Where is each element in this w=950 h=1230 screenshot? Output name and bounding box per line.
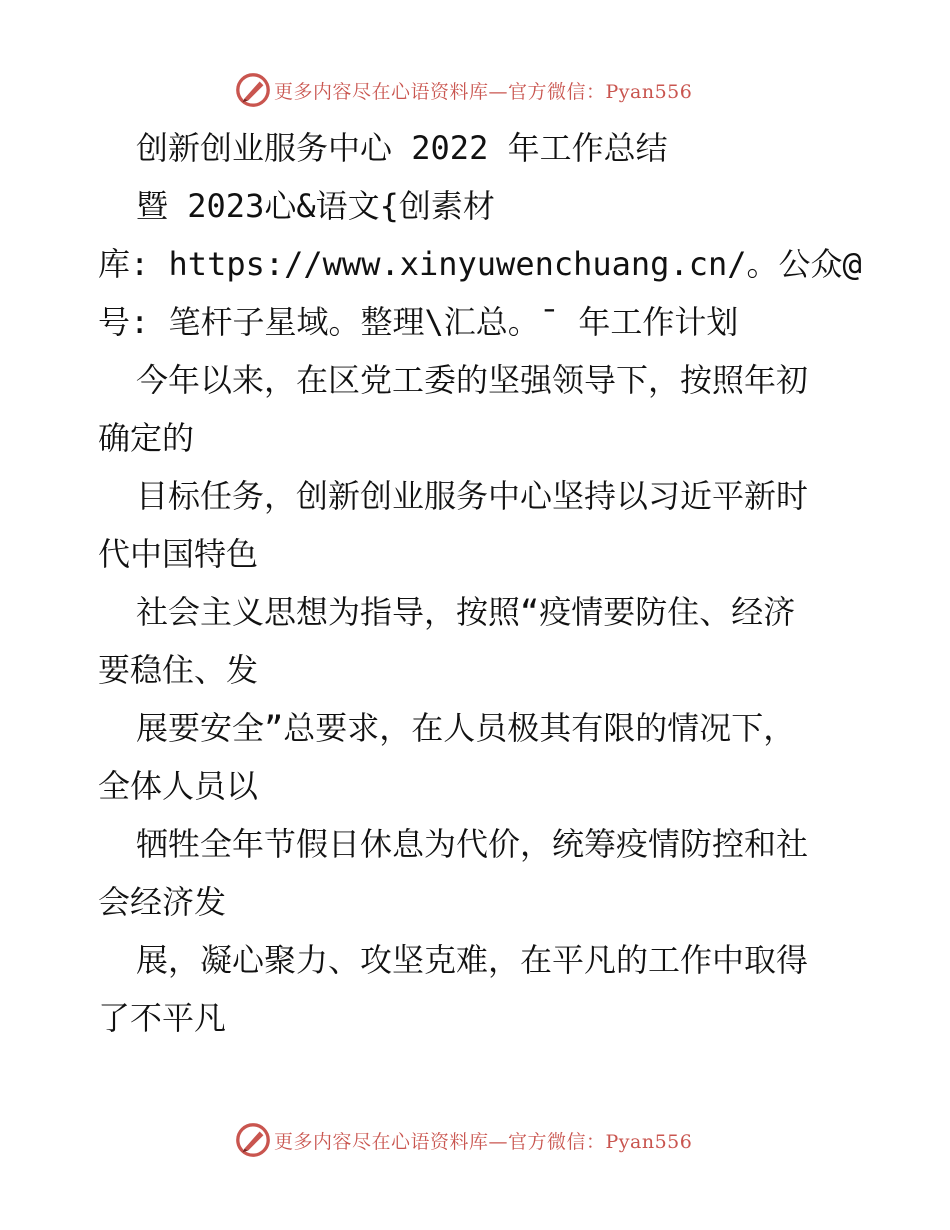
doc-line: 牺牲全年节假日休息为代价，统筹疫情防控和社 xyxy=(136,825,809,863)
doc-line: 展要安全”总要求，在人员极其有限的情况下， xyxy=(136,709,796,747)
doc-line: 代中国特色 xyxy=(98,535,259,573)
watermark-text: 更多内容尽在心语资料库—官方微信：Pyan556 xyxy=(274,1130,693,1153)
doc-line: 暨 2023心&语文{创素材 xyxy=(136,187,495,225)
doc-line: 社会主义思想为指导，按照“疫情要防住、经济 xyxy=(136,593,796,631)
doc-line: 展，凝心聚力、攻坚克难，在平凡的工作中取得 xyxy=(136,941,809,979)
doc-line: 号: 笔杆子星域。整理\汇总。¯ 年工作计划 xyxy=(98,303,739,341)
doc-line: 全体人员以 xyxy=(98,767,259,805)
doc-line: 目标任务，创新创业服务中心坚持以习近平新时 xyxy=(136,477,809,515)
doc-line: 确定的 xyxy=(98,419,195,457)
doc-line: 会经济发 xyxy=(98,883,227,921)
doc-line: 今年以来，在区党工委的坚强领导下，按照年初 xyxy=(136,361,809,399)
doc-line: 了不平凡 xyxy=(98,999,227,1037)
pen-logo-icon xyxy=(234,1121,272,1159)
footer-watermark xyxy=(234,1120,692,1160)
doc-line: 库: https://www.xinyuwenchuang.cn/。公众@ xyxy=(98,245,862,283)
doc-title-line: 创新创业服务中心 2022 年工作总结 xyxy=(136,129,668,167)
doc-line: 要稳住、发 xyxy=(98,651,259,689)
watermark-text: 更多内容尽在心语资料库—官方微信：Pyan556 xyxy=(274,80,693,103)
